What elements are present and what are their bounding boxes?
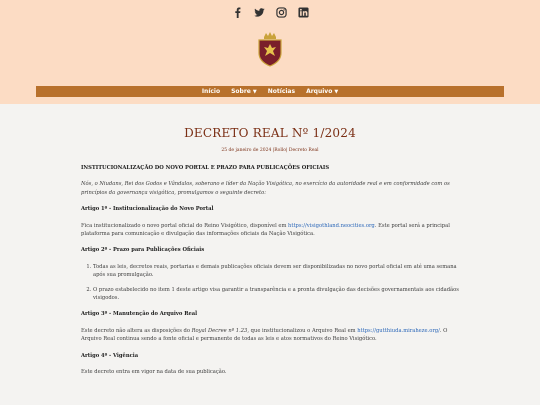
article-3-title: Artigo 3º - Manutenção do Arquivo Real <box>81 311 198 318</box>
linkedin-icon[interactable] <box>298 7 309 18</box>
article-4-text: Este decreto entra em vigor na data de sua publicação. <box>81 369 227 376</box>
art3-decree-ref: Royal Decree nº 1.23, <box>191 327 250 334</box>
list-item: 2. O prazo estabelecido no item 1 deste artigo visa garantir a transparência e a pronta divulgação das decisões governamentais aos cidadãos visigodos. <box>93 286 460 303</box>
nav-inicio[interactable]: Início <box>201 88 221 95</box>
royal-crest-icon[interactable] <box>256 31 284 67</box>
social-links <box>0 7 540 18</box>
article-3-text <box>81 327 460 344</box>
nav-sobre-label: Sobre <box>231 88 251 95</box>
portal-link[interactable]: https://visigothland.neocities.org <box>288 222 375 229</box>
nav-sobre-dropdown[interactable] <box>231 88 257 95</box>
article-4-title: Artigo 4º - Vigência <box>81 352 139 359</box>
art1-pre: Fica institucionalizado o novo portal oficial do Reino Visigótico, disponível em <box>81 222 287 229</box>
main-content <box>0 104 540 405</box>
site-header <box>0 0 540 104</box>
facebook-icon[interactable] <box>232 7 243 18</box>
instagram-icon[interactable] <box>276 7 287 18</box>
list-item: 1. Todas as leis, decretos reais, portarias e demais publicações oficiais devem ser disponibilizadas no novo portal oficial em até uma semana após sua promulgação. <box>93 263 460 280</box>
intro-text: Nós, o Niudans, Rei dos Godos e Vândalos, soberano e líder da Nação Visigótica, no exercício da autoridade real e em conformidade com os princípios da governança visigótica, promulgamos o seguinte decreto: <box>81 181 450 196</box>
archive-link[interactable]: https://gutthiuda.miraheze.org/ <box>357 327 440 334</box>
post-meta: 25 de janeiro de 2024 |Rollo| Decreto Real <box>221 148 319 153</box>
twitter-icon[interactable] <box>254 7 265 18</box>
article-intro <box>81 180 460 197</box>
nav-noticias[interactable]: Notícias <box>267 88 296 95</box>
nav-arquivo-label: Arquivo <box>306 88 333 95</box>
art1-post: . Este portal será a principal plataforma para comunicação e divulgação das informações oficiais da Nação Visigótica. <box>81 222 450 238</box>
article-heading: INSTITUCIONALIZAÇÃO DO NOVO PORTAL E PRAZO PARA PUBLICAÇÕES OFICIAIS <box>81 165 330 171</box>
article-1-title: Artigo 1º - Institucionalização do Novo Portal <box>81 206 214 213</box>
page-title: DECRETO REAL Nº 1/2024 <box>184 126 356 140</box>
main-nav <box>36 86 504 97</box>
article-2-list <box>81 263 460 303</box>
article-body <box>81 164 460 385</box>
article-2-title: Artigo 2º - Prazo para Publicações Oficiais <box>81 247 205 254</box>
art3-post: . O Arquivo Real continua sendo a fonte oficial e permanente de todas as leis e atos normativos do Reino Visigótico. <box>81 327 448 343</box>
art3-mid: que institucionalizou o Arquivo Real em <box>250 327 356 334</box>
art3-pre: Este decreto não altera as disposições do <box>81 327 190 334</box>
chevron-down-icon: ▼ <box>334 89 339 95</box>
chevron-down-icon: ▼ <box>252 89 257 95</box>
nav-arquivo-dropdown[interactable] <box>306 88 338 95</box>
article-1-text <box>81 222 460 239</box>
